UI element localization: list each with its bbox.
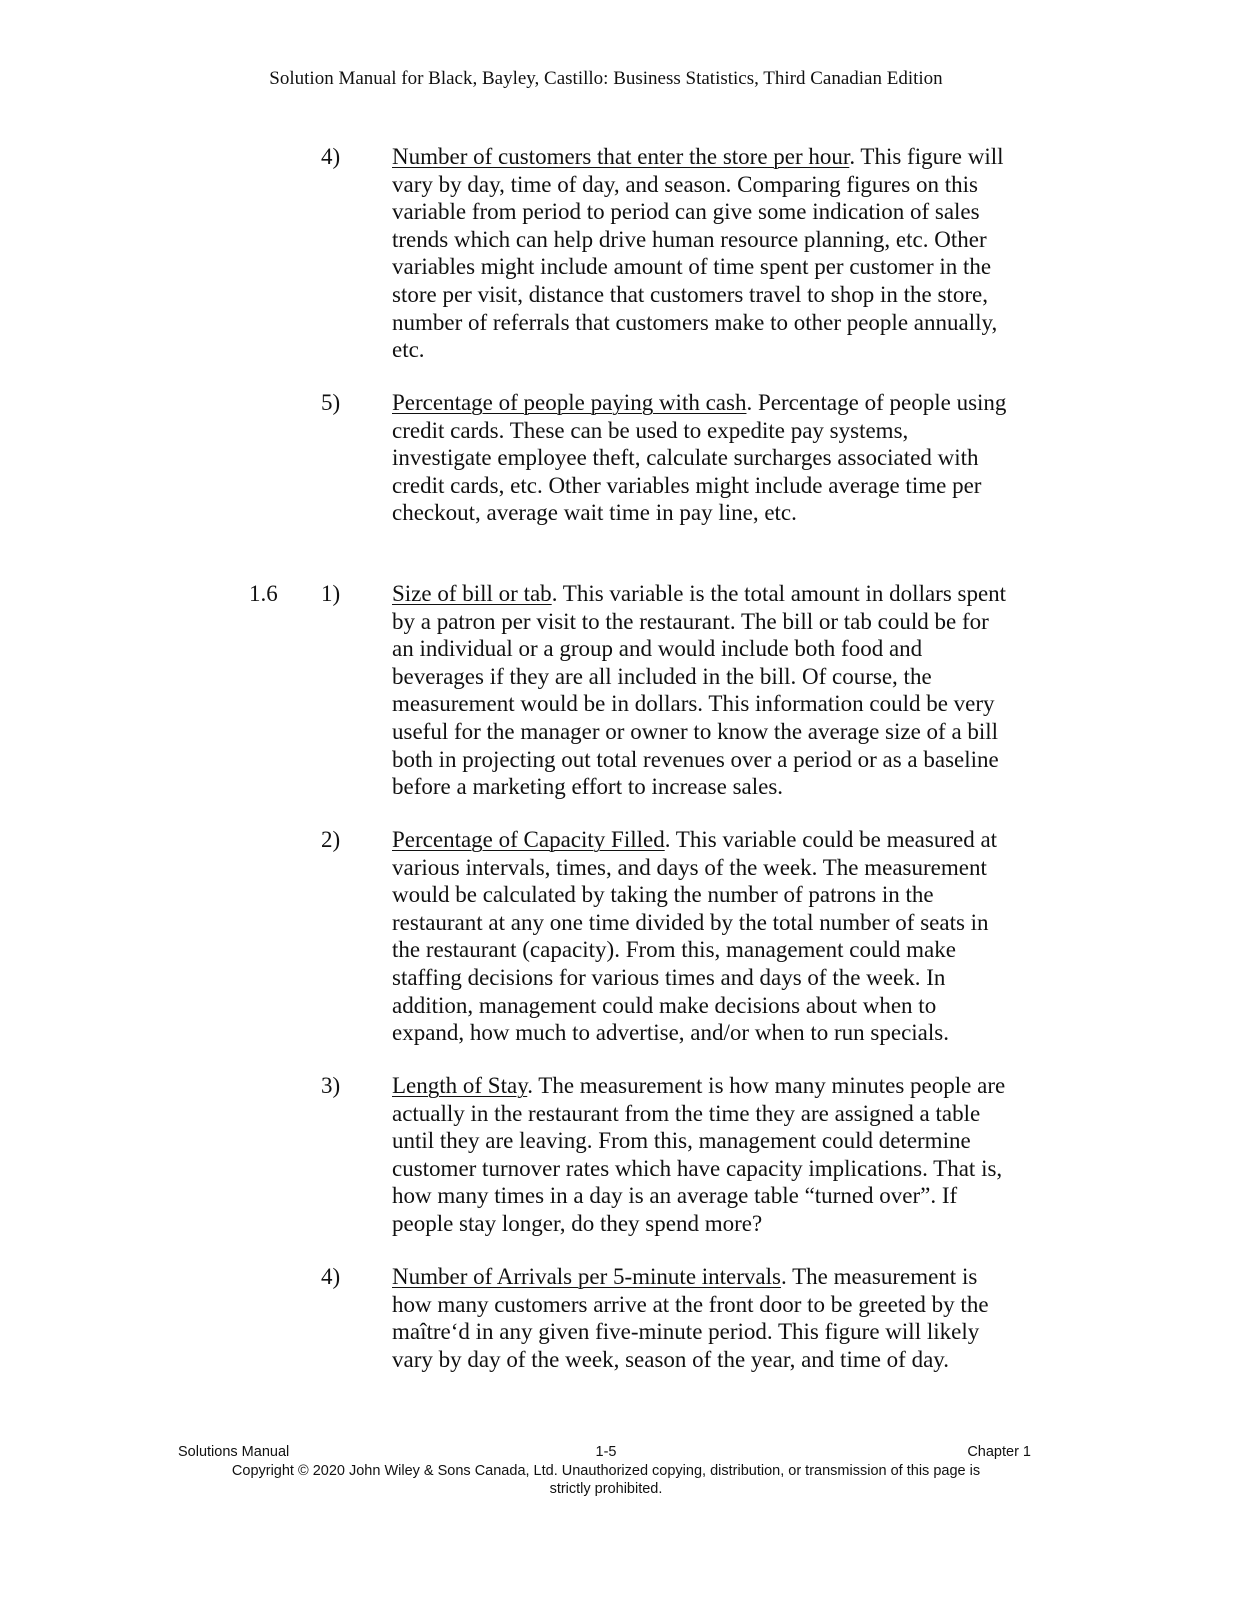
item-heading: Percentage of people paying with cash — [392, 390, 747, 415]
footer-manual-label: Solutions Manual — [178, 1444, 290, 1460]
item-line: vary by day, time of day, and season. Comparing figures on this — [392, 171, 978, 197]
item-heading: Number of Arrivals per 5-minute intervals — [392, 1264, 781, 1289]
item-line: checkout, average wait time in pay line, etc. — [392, 500, 797, 526]
item-line: the restaurant (capacity). From this, management could make — [392, 937, 956, 963]
item-line: various intervals, times, and days of the week. The measurement — [392, 854, 987, 880]
copyright-line: Copyright © 2020 John Wiley & Sons Canada, Ltd. Unauthorized copying, distribution, or transmission of this page is — [231, 1463, 981, 1479]
item-text — [392, 389, 1042, 527]
item-number: 2) — [321, 827, 341, 852]
item-line: beverages if they are all included in the bill. Of course, the — [392, 663, 932, 689]
item-line: an individual or a group and would include both food and — [392, 636, 923, 662]
item-line: . This variable could be measured at — [664, 827, 998, 852]
item-line: people stay longer, do they spend more? — [392, 1210, 763, 1236]
item-line: addition, management could make decisions about when to — [392, 992, 937, 1018]
item-line: variable from period to period can give some indication of sales — [392, 199, 980, 225]
item-line: vary by day of the week, season of the year, and time of day. — [392, 1346, 950, 1372]
item-line: before a marketing effort to increase sales. — [392, 774, 784, 800]
item-line: would be calculated by taking the number of patrons in the — [392, 882, 934, 908]
item-line: staffing decisions for various times and days of the week. In — [392, 964, 946, 990]
item-line: investigate employee theft, calculate surcharges associated with — [392, 445, 979, 471]
item-line: useful for the manager or owner to know the average size of a bill — [392, 718, 999, 744]
item-line: . This figure will — [849, 144, 1004, 169]
item-line: . The measurement is how many minutes people are — [527, 1073, 1006, 1098]
item-line: how many times in a day is an average table “turned over”. If — [392, 1183, 958, 1209]
item-line: measurement would be in dollars. This information could be very — [392, 691, 995, 717]
copyright-line: strictly prohibited. — [549, 1481, 663, 1497]
item-line: variables might include amount of time spent per customer in the — [392, 254, 992, 280]
item-text — [392, 1072, 1042, 1238]
item-heading: Length of Stay — [392, 1073, 528, 1098]
item-heading: Percentage of Capacity Filled — [392, 827, 665, 852]
item-number: 1) — [321, 581, 341, 606]
item-line: maître‘d in any given five-minute period. This figure will likely — [392, 1319, 980, 1345]
item-line: by a patron per visit to the restaurant. The bill or tab could be for — [392, 608, 989, 634]
item-number: 5) — [321, 390, 341, 415]
item-line: number of referrals that customers make to other people annually, — [392, 309, 998, 335]
item-number: 4) — [321, 1264, 341, 1289]
item-text — [392, 1263, 1042, 1373]
item-line: customer turnover rates which have capacity implications. That is, — [392, 1155, 1003, 1181]
item-line: actually in the restaurant from the time they are assigned a table — [392, 1100, 981, 1126]
item-line: expand, how much to advertise, and/or when to run specials. — [392, 1020, 949, 1046]
item-line: . Percentage of people using — [746, 390, 1007, 415]
copyright-notice — [0, 1462, 1212, 1498]
item-heading: Size of bill or tab — [392, 581, 552, 606]
item-line: restaurant at any one time divided by the total number of seats in — [392, 909, 989, 935]
item-line: credit cards, etc. Other variables might include average time per — [392, 472, 982, 498]
item-line: etc. — [392, 337, 425, 363]
page-number: 1-5 — [595, 1444, 617, 1460]
item-line: store per visit, distance that customers travel to shop in the store, — [392, 281, 988, 307]
item-line: . This variable is the total amount in dollars spent — [551, 581, 1007, 606]
item-line: both in projecting out total revenues over a period or as a baseline — [392, 746, 999, 772]
item-line: how many customers arrive at the front door to be greeted by the — [392, 1291, 989, 1317]
item-text — [392, 580, 1042, 801]
footer-chapter-label: Chapter 1 — [967, 1444, 1031, 1460]
item-number: 3) — [321, 1073, 341, 1098]
item-line: trends which can help drive human resource planning, etc. Other — [392, 226, 987, 252]
running-header: Solution Manual for Black, Bayley, Castillo: Business Statistics, Third Canadian Edition — [269, 68, 943, 89]
item-text — [392, 826, 1042, 1047]
item-number: 4) — [321, 144, 341, 169]
section-number: 1.6 — [249, 581, 278, 606]
item-line: . The measurement is — [780, 1264, 978, 1289]
item-text — [392, 143, 1042, 364]
item-line: until they are leaving. From this, management could determine — [392, 1128, 971, 1154]
item-heading: Number of customers that enter the store per hour — [392, 144, 850, 169]
item-line: credit cards. These can be used to expedite pay systems, — [392, 417, 909, 443]
